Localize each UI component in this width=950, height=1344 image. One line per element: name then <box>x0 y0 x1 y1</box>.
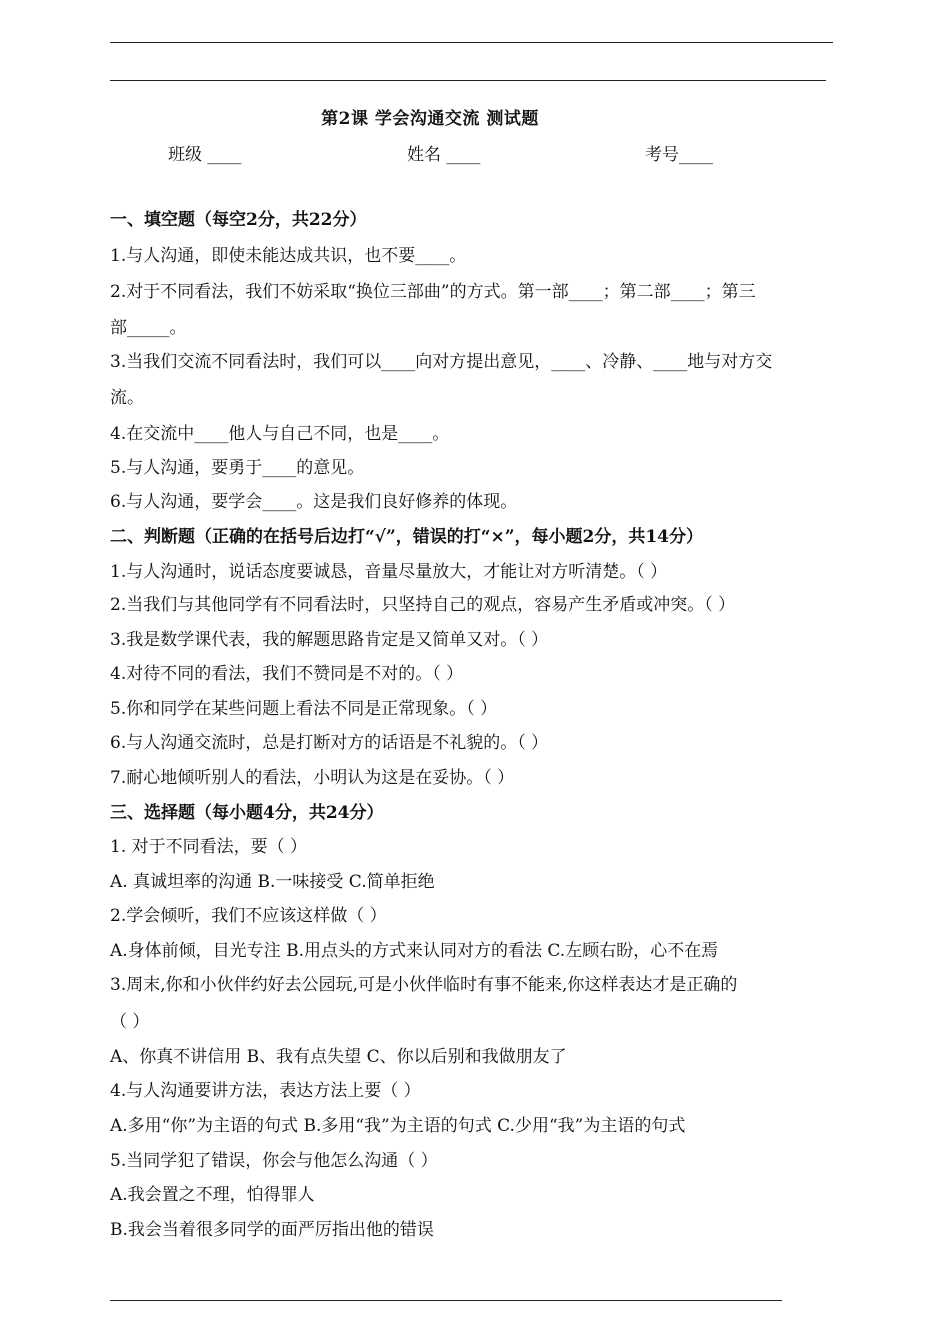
choice-question-5-option-a: A.我会置之不理，怕得罪人 <box>110 1185 315 1205</box>
fill-question-3: 3.当我们交流不同看法时，我们可以____向对方提出意见，____、冷静、____地与对方交 <box>110 352 773 372</box>
exam-number-field: 考号____ <box>645 145 713 165</box>
fill-question-4: 4.在交流中____他人与自己不同，也是____。 <box>110 424 450 444</box>
class-field: 班级 ____ <box>168 145 242 165</box>
choice-question-4-options: A.多用“你”为主语的句式 B.多用“我”为主语的句式 C.少用“我”为主语的句式 <box>110 1116 686 1136</box>
choice-question-3: 3.周末,你和小伙伴约好去公园玩,可是小伙伴临时有事不能来,你这样表达才是正确的 <box>110 975 738 995</box>
choice-question-5: 5.当同学犯了错误，你会与他怎么沟通（ ） <box>110 1151 438 1171</box>
fill-question-6: 6.与人沟通，要学会____。这是我们良好修养的体现。 <box>110 492 518 512</box>
header-rule-top <box>110 42 833 43</box>
judge-question-4: 4.对待不同的看法，我们不赞同是不对的。（ ） <box>110 664 464 684</box>
choice-question-4: 4.与人沟通要讲方法，表达方法上要（ ） <box>110 1081 421 1101</box>
section-choice-heading: 三、选择题（每小题4分，共24分） <box>110 803 384 823</box>
judge-question-2: 2.当我们与其他同学有不同看法时，只坚持自己的观点，容易产生矛盾或冲突。（ ） <box>110 595 736 615</box>
fill-question-3-cont: 流。 <box>110 388 144 408</box>
choice-question-2-options: A.身体前倾，目光专注 B.用点头的方式来认同对方的看法 C.左顾右盼，心不在焉 <box>110 941 719 961</box>
page-title: 第2课 学会沟通交流 测试题 <box>321 109 539 129</box>
choice-question-3-options: A、你真不讲信用 B、我有点失望 C、你以后别和我做朋友了 <box>110 1047 567 1067</box>
footer-rule <box>110 1300 782 1301</box>
choice-question-5-option-b: B.我会当着很多同学的面严厉指出他的错误 <box>110 1220 434 1240</box>
choice-question-1-options: A. 真诚坦率的沟通 B.一味接受 C.简单拒绝 <box>110 872 435 892</box>
fill-question-1: 1.与人沟通，即使未能达成共识，也不要____。 <box>110 246 467 266</box>
choice-question-3-cont: （ ） <box>110 1012 150 1032</box>
header-rule-bottom <box>110 80 826 81</box>
fill-question-2: 2.对于不同看法，我们不妨采取“换位三部曲”的方式。第一部____；第二部____；第三 <box>110 282 756 302</box>
judge-question-3: 3.我是数学课代表，我的解题思路肯定是又简单又对。（ ） <box>110 630 549 650</box>
fill-question-2-cont: 部_____。 <box>110 318 187 338</box>
name-field: 姓名 ____ <box>407 145 481 165</box>
fill-question-5: 5.与人沟通，要勇于____的意见。 <box>110 458 365 478</box>
judge-question-7: 7.耐心地倾听别人的看法，小明认为这是在妥协。（ ） <box>110 768 515 788</box>
choice-question-1: 1. 对于不同看法，要（ ） <box>110 837 308 857</box>
judge-question-6: 6.与人沟通交流时，总是打断对方的话语是不礼貌的。（ ） <box>110 733 549 753</box>
judge-question-5: 5.你和同学在某些问题上看法不同是正常现象。（ ） <box>110 699 498 719</box>
section-fill-heading: 一、填空题（每空2分，共22分） <box>110 210 367 230</box>
judge-question-1: 1.与人沟通时，说话态度要诚恳，音量尽量放大，才能让对方听清楚。（ ） <box>110 562 668 582</box>
choice-question-2: 2.学会倾听，我们不应该这样做（ ） <box>110 906 387 926</box>
section-judge-heading: 二、判断题（正确的在括号后边打“√”，错误的打“×”，每小题2分，共14分） <box>110 527 704 547</box>
